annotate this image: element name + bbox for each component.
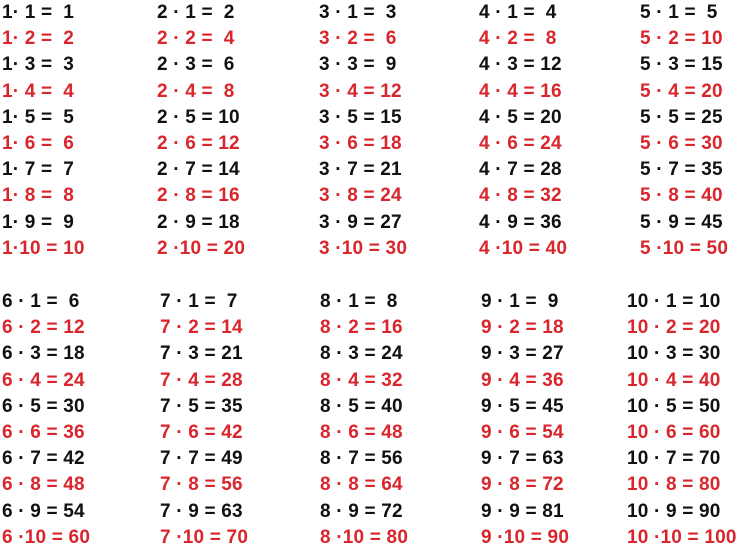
table-row: 6 · 7 = 42 [2, 448, 85, 470]
table-column-9 [481, 289, 601, 551]
table-row: 8 · 3 = 24 [320, 343, 403, 365]
table-row: 8 · 9 = 72 [320, 500, 403, 522]
table-row: 1·10 = 10 [2, 237, 85, 259]
table-row: 5 · 2 = 10 [640, 28, 723, 50]
table-row: 1· 5 = 5 [2, 106, 75, 128]
table-row: 4 · 1 = 4 [479, 2, 557, 23]
table-row: 2 · 7 = 14 [157, 159, 240, 181]
table-column-8 [320, 289, 440, 551]
table-row: 9 · 2 = 18 [481, 317, 564, 339]
table-row: 7 · 2 = 14 [160, 317, 243, 339]
table-row: 5 · 8 = 40 [640, 185, 723, 207]
table-row: 3 · 4 = 12 [319, 80, 402, 102]
table-row: 2 · 2 = 4 [157, 28, 235, 50]
table-row: 3 · 6 = 18 [319, 132, 402, 154]
table-row: 7 · 6 = 42 [160, 421, 243, 443]
table-row: 2 · 6 = 12 [157, 132, 240, 154]
table-row: 8 · 2 = 16 [320, 317, 403, 339]
table-row: 3 · 2 = 6 [319, 28, 397, 50]
table-row: 8 · 5 = 40 [320, 395, 403, 417]
table-row: 5 · 6 = 30 [640, 132, 723, 154]
table-row: 3 · 9 = 27 [319, 211, 402, 233]
table-row: 4 · 3 = 12 [479, 54, 562, 76]
table-row: 4 · 9 = 36 [479, 211, 562, 233]
table-row: 5 ·10 = 50 [640, 237, 729, 259]
table-row: 4 · 8 = 32 [479, 185, 562, 207]
table-row: 2 · 5 = 10 [157, 106, 240, 128]
table-row: 7 · 3 = 21 [160, 343, 243, 365]
table-row: 9 · 1 = 9 [481, 291, 559, 312]
table-row: 2 · 1 = 2 [157, 2, 235, 23]
table-row: 3 · 8 = 24 [319, 185, 402, 207]
table-column-7 [160, 289, 280, 551]
table-row: 10 · 8 = 80 [627, 474, 721, 496]
table-row: 3 · 5 = 15 [319, 106, 402, 128]
table-row: 7 · 5 = 35 [160, 395, 243, 417]
table-row: 5 · 5 = 25 [640, 106, 723, 128]
table-column-3 [319, 0, 439, 262]
table-row: 6 · 9 = 54 [2, 500, 85, 522]
table-row: 4 · 7 = 28 [479, 159, 562, 181]
table-row: 4 · 6 = 24 [479, 132, 562, 154]
table-row: 6 · 3 = 18 [2, 343, 85, 365]
table-row: 4 · 4 = 16 [479, 80, 562, 102]
table-row: 5 · 4 = 20 [640, 80, 723, 102]
table-row: 8 · 8 = 64 [320, 474, 403, 496]
table-row: 8 ·10 = 80 [320, 526, 409, 548]
table-row: 3 · 1 = 3 [319, 2, 397, 23]
table-row: 6 · 2 = 12 [2, 317, 85, 339]
table-row: 6 ·10 = 60 [2, 526, 91, 548]
table-row: 2 · 3 = 6 [157, 54, 235, 76]
table-row: 5 · 7 = 35 [640, 159, 723, 181]
table-row: 2 · 8 = 16 [157, 185, 240, 207]
table-row: 2 · 4 = 8 [157, 80, 235, 102]
table-row: 1· 2 = 2 [2, 28, 75, 50]
table-row: 9 · 7 = 63 [481, 448, 564, 470]
table-row: 10 · 5 = 50 [627, 395, 721, 417]
table-column-4 [479, 0, 599, 262]
table-row: 9 · 8 = 72 [481, 474, 564, 496]
table-row: 1· 7 = 7 [2, 159, 75, 181]
table-row: 5 · 9 = 45 [640, 211, 723, 233]
table-row: 5 · 1 = 5 [640, 2, 718, 23]
table-row: 9 · 6 = 54 [481, 421, 564, 443]
table-row: 1· 4 = 4 [2, 80, 75, 102]
table-row: 1· 8 = 8 [2, 185, 75, 207]
table-row: 3 · 7 = 21 [319, 159, 402, 181]
table-column-2 [157, 0, 277, 262]
table-row: 8 · 6 = 48 [320, 421, 403, 443]
table-row: 6 · 4 = 24 [2, 369, 85, 391]
table-row: 7 · 4 = 28 [160, 369, 243, 391]
table-row: 7 · 7 = 49 [160, 448, 243, 470]
table-row: 1· 6 = 6 [2, 132, 75, 154]
table-row: 9 ·10 = 90 [481, 526, 570, 548]
table-row: 1· 3 = 3 [2, 54, 75, 76]
table-column-10 [627, 289, 743, 551]
table-row: 9 · 4 = 36 [481, 369, 564, 391]
table-row: 1· 9 = 9 [2, 211, 75, 233]
table-row: 8 · 7 = 56 [320, 448, 403, 470]
table-row: 4 ·10 = 40 [479, 237, 568, 259]
table-row: 10 · 9 = 90 [627, 500, 721, 522]
table-column-6 [2, 289, 122, 551]
table-row: 10 · 1 = 10 [627, 291, 721, 312]
table-row: 7 · 9 = 63 [160, 500, 243, 522]
table-row: 6 · 5 = 30 [2, 395, 85, 417]
table-row: 9 · 5 = 45 [481, 395, 564, 417]
table-row: 10 · 7 = 70 [627, 448, 721, 470]
table-row: 4 · 5 = 20 [479, 106, 562, 128]
table-row: 10 · 4 = 40 [627, 369, 721, 391]
table-row: 8 · 4 = 32 [320, 369, 403, 391]
table-row: 4 · 2 = 8 [479, 28, 557, 50]
table-row: 10 · 3 = 30 [627, 343, 721, 365]
table-row: 3 ·10 = 30 [319, 237, 408, 259]
table-row: 6 · 8 = 48 [2, 474, 85, 496]
table-row: 2 ·10 = 20 [157, 237, 246, 259]
table-row: 5 · 3 = 15 [640, 54, 723, 76]
table-row: 7 ·10 = 70 [160, 526, 249, 548]
table-row: 2 · 9 = 18 [157, 211, 240, 233]
table-column-1 [2, 0, 122, 262]
table-row: 10 · 2 = 20 [627, 317, 721, 339]
table-row: 10 · 6 = 60 [627, 421, 721, 443]
table-row: 9 · 3 = 27 [481, 343, 564, 365]
table-row: 3 · 3 = 9 [319, 54, 397, 76]
table-row: 7 · 8 = 56 [160, 474, 243, 496]
table-column-5 [640, 0, 743, 262]
table-row: 10 ·10 = 100 [627, 526, 737, 548]
table-row: 8 · 1 = 8 [320, 291, 398, 312]
table-row: 7 · 1 = 7 [160, 291, 238, 312]
table-row: 6 · 6 = 36 [2, 421, 85, 443]
table-row: 1· 1 = 1 [2, 2, 75, 23]
table-row: 9 · 9 = 81 [481, 500, 564, 522]
table-row: 6 · 1 = 6 [2, 291, 80, 312]
